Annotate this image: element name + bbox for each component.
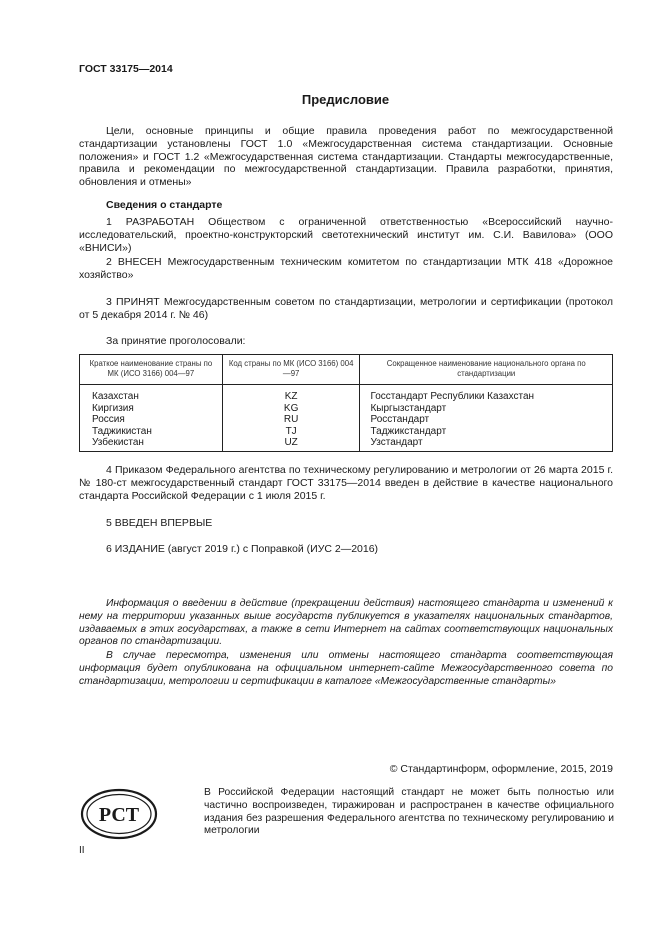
item-order: 4 Приказом Федерального агентства по техническому регулированию и метрологии от 26 марта 2015 г. № 180-ст межгосударственный стандарт ГОСТ 33175—2014 введен в действие в качестве национального стандарта Российской Федерации с 1 июля 2015 г. (79, 464, 613, 502)
country-name: Узбекистан (80, 437, 223, 451)
country-name: Казахстан (80, 385, 223, 403)
column-header: Краткое наименование страны по МК (ИСО 3166) 004—97 (80, 355, 223, 385)
voted-label: За принятие проголосовали: (106, 335, 246, 347)
item-developed: 1 РАЗРАБОТАН Обществом с ограниченной ответственностью «Всероссийский научно-исследовательский, проектно-конструкторский светотехнический институт им. С.И. Вавилова» (ООО «ВНИСИ») (79, 216, 613, 254)
country-name: Киргизия (80, 403, 223, 415)
standards-body: Узстандарт (360, 437, 613, 451)
column-header: Код страны по МК (ИСО 3166) 004—97 (222, 355, 360, 385)
standards-body: Таджикстандарт (360, 426, 613, 438)
item-first-time: 5 ВВЕДЕН ВПЕРВЫЕ (106, 517, 213, 529)
country-name: Россия (80, 414, 223, 426)
standards-body: Госстандарт Республики Казахстан (360, 385, 613, 403)
section-heading: Сведения о стандарте (106, 199, 223, 211)
country-code: RU (222, 414, 360, 426)
column-header: Сокращенное наименование национального органа по стандартизации (360, 355, 613, 385)
info-note: Информация о введении в действие (прекращении действия) настоящего стандарта и изменений к нему на территории указанных выше государств публикуется в указателях национальных стандартов, издаваемых в этих государствах, а также в сети Интернет на сайтах соответствующих национальных органов по стандартизации. (79, 598, 613, 648)
item-introduced: 2 ВНЕСЕН Межгосударственным техническим комитетом по стандартизации МТК 418 «Дорожное хозяйство» (79, 256, 613, 281)
country-code: TJ (222, 426, 360, 438)
country-code: UZ (222, 437, 360, 451)
page-title: Предисловие (301, 92, 390, 107)
table-row (80, 426, 613, 438)
table-row (80, 437, 613, 451)
table-row (80, 414, 613, 426)
standards-body: Росстандарт (360, 414, 613, 426)
intro-paragraph: Цели, основные принципы и общие правила проведения работ по межгосударственной стандартизации установлены ГОСТ 1.0 «Межгосударственная система стандартизации. Основные положения» и ГОСТ 1.2 «Межгосударственная система стандартизации. Стандарты межгосударственные, правила и рекомендации по межгосударственной стандартизации. Правила разработки, принятия, обновления и отмены» (79, 125, 613, 189)
gost-r-mark-icon (80, 788, 158, 840)
country-code: KZ (222, 385, 360, 403)
country-code: KG (222, 403, 360, 415)
table-row (80, 403, 613, 415)
reproduction-notice: В Российской Федерации настоящий стандарт не может быть полностью или частично воспроизведен, тиражирован и распространен в качестве официального издания без разрешения Федерального агентства по техническому регулированию и метрологии (204, 787, 614, 837)
item-edition: 6 ИЗДАНИЕ (август 2019 г.) с Поправкой (ИУС 2—2016) (106, 543, 379, 555)
logo-text: РСТ (98, 804, 140, 826)
document-header: ГОСТ 33175—2014 (79, 63, 173, 75)
revision-note: В случае пересмотра, изменения или отмены настоящего стандарта соответствующая информация будет опубликована на официальном интернет-сайте Межгосударственного совета по стандартизации, метрологии и сертификации в каталоге «Межгосударственные стандарты» (79, 650, 613, 687)
country-name: Таджикистан (80, 426, 223, 438)
vote-table (79, 354, 613, 452)
vote-table-header (80, 355, 613, 385)
table-row (80, 385, 613, 403)
page-number: II (79, 845, 85, 856)
standards-body: Кыргызстандарт (360, 403, 613, 415)
copyright-line: © Стандартинформ, оформление, 2015, 2019 (389, 763, 613, 775)
item-adopted: 3 ПРИНЯТ Межгосударственным советом по стандартизации, метрологии и сертификации (протокол от 5 декабря 2014 г. № 46) (79, 296, 613, 321)
